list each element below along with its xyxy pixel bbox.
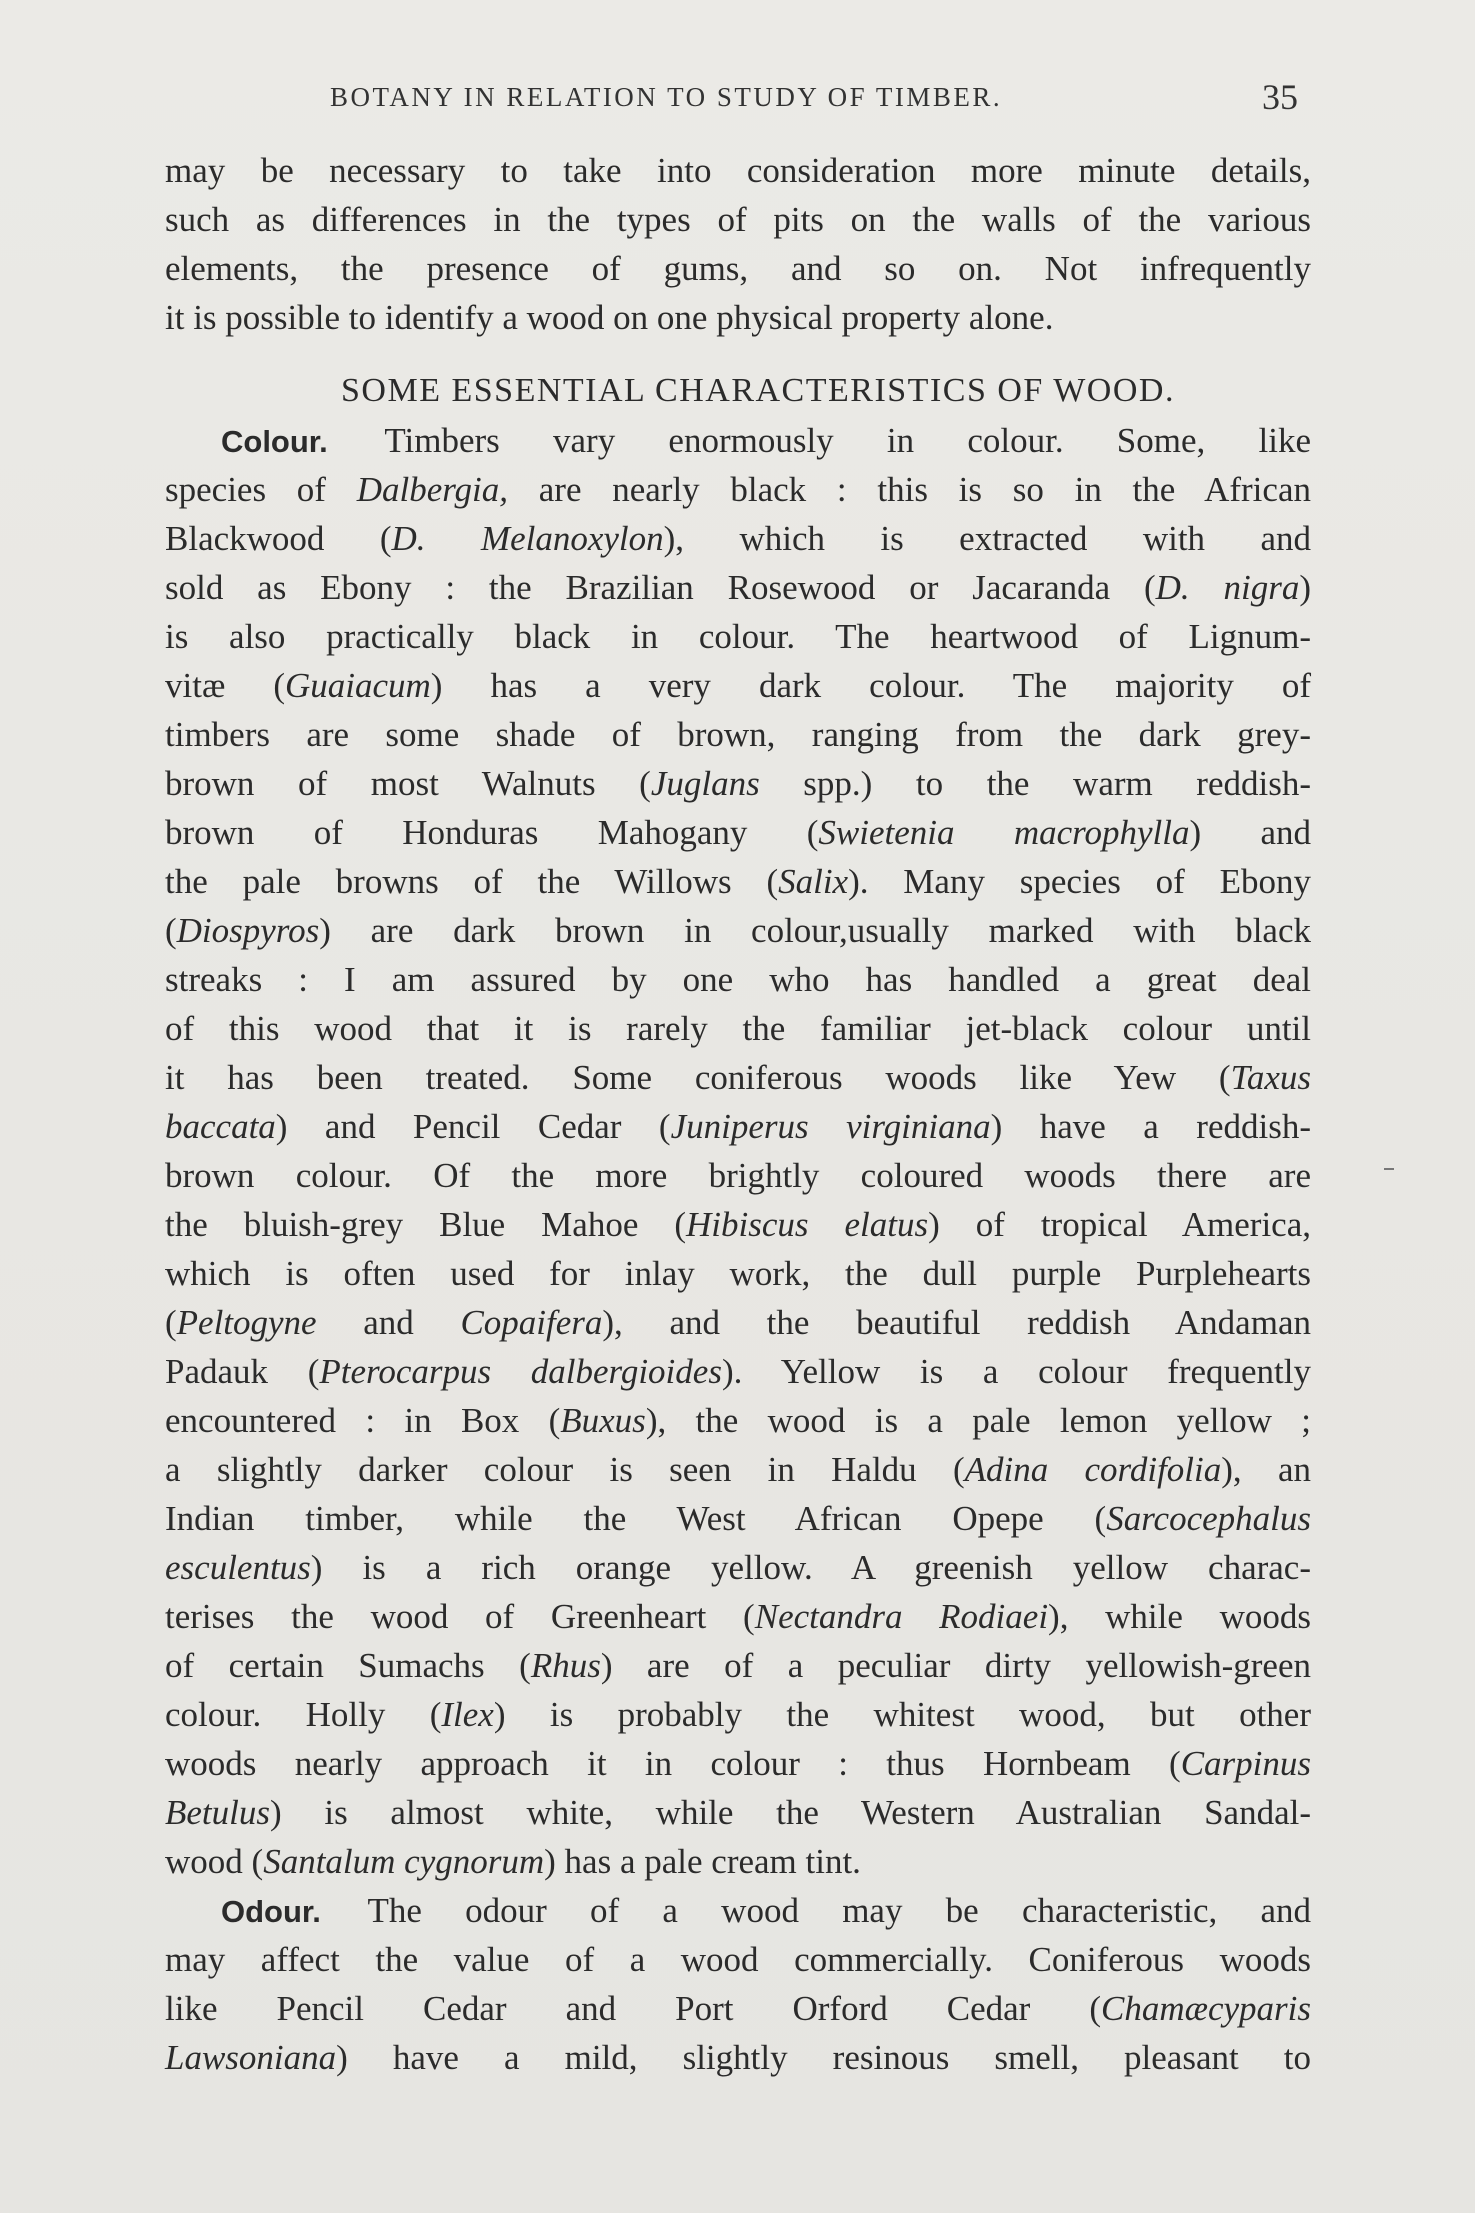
text-line: brown of most Walnuts (Juglans spp.) to the warm reddish- (165, 764, 1311, 803)
text-line: which is often used for inlay work, the dull purple Purplehearts (165, 1254, 1311, 1293)
text-line: Blackwood (D. Melanoxylon), which is extracted with and (165, 519, 1311, 558)
section-heading: SOME ESSENTIAL CHARACTERISTICS OF WOOD. (341, 372, 1175, 409)
text-line: of this wood that it is rarely the familiar jet-black colour until (165, 1009, 1311, 1048)
text-line: colour. Holly (Ilex) is probably the whitest wood, but other (165, 1695, 1311, 1734)
text-line: Odour. The odour of a wood may be characteristic, and (221, 1891, 1311, 1930)
text-line: streaks : I am assured by one who has handled a great deal (165, 960, 1311, 999)
text-line: timbers are some shade of brown, ranging from the dark grey- (165, 715, 1311, 754)
text-line: woods nearly approach it in colour : thus Hornbeam (Carpinus (165, 1744, 1311, 1783)
text-line: the pale browns of the Willows (Salix). Many species of Ebony (165, 862, 1311, 901)
text-line: may be necessary to take into consideration more minute details, (165, 151, 1311, 190)
text-line: elements, the presence of gums, and so on. Not infrequently (165, 249, 1311, 288)
text-line: sold as Ebony : the Brazilian Rosewood or Jacaranda (D. nigra) (165, 568, 1311, 607)
text-line: brown colour. Of the more brightly coloured woods there are (165, 1156, 1311, 1195)
text-line: Lawsoniana) have a mild, slightly resinous smell, pleasant to (165, 2038, 1311, 2077)
margin-mark (1384, 1168, 1394, 1170)
text-line: like Pencil Cedar and Port Orford Cedar (Chamæcyparis (165, 1989, 1311, 2028)
colour-heading: Colour. (221, 424, 328, 459)
text-line: encountered : in Box (Buxus), the wood is a pale lemon yellow ; (165, 1401, 1311, 1440)
text-line: a slightly darker colour is seen in Haldu (Adina cordifolia), an (165, 1450, 1311, 1489)
running-head (0, 76, 1475, 116)
text-line: terises the wood of Greenheart (Nectandra Rodiaei), while woods (165, 1597, 1312, 1636)
text-line: vitæ (Guaiacum) has a very dark colour. The majority of (165, 666, 1312, 705)
text-line: esculentus) is a rich orange yellow. A greenish yellow charac- (165, 1548, 1311, 1587)
text-line: Padauk (Pterocarpus dalbergioides). Yellow is a colour frequently (165, 1352, 1312, 1391)
text-line: it has been treated. Some coniferous woods like Yew (Taxus (165, 1058, 1311, 1097)
odour-heading: Odour. (221, 1894, 321, 1929)
text-line: (Peltogyne and Copaifera), and the beautiful reddish Andaman (165, 1303, 1311, 1342)
text-line: it is possible to identify a wood on one physical property alone. (165, 298, 1054, 337)
text-line: may affect the value of a wood commercially. Coniferous woods (165, 1940, 1311, 1979)
page-number: 35 (1262, 77, 1298, 117)
text-line: species of Dalbergia, are nearly black : this is so in the African (165, 470, 1311, 509)
text-line: brown of Honduras Mahogany (Swietenia macrophylla) and (165, 813, 1311, 852)
running-title: BOTANY IN RELATION TO STUDY OF TIMBER. (330, 82, 1003, 112)
text-line: Colour. Timbers vary enormously in colour. Some, like (221, 421, 1311, 460)
text-line: Betulus) is almost white, while the Western Australian Sandal- (165, 1793, 1311, 1832)
text-line: baccata) and Pencil Cedar (Juniperus virginiana) have a reddish- (165, 1107, 1311, 1146)
body-text (165, 146, 1311, 2082)
text-line: Indian timber, while the West African Opepe (Sarcocephalus (165, 1499, 1311, 1538)
text-line: such as differences in the types of pits on the walls of the various (165, 200, 1311, 239)
text-line: is also practically black in colour. The heartwood of Lignum- (165, 617, 1311, 656)
text-line: of certain Sumachs (Rhus) are of a peculiar dirty yellowish-green (165, 1646, 1311, 1685)
text-line: the bluish-grey Blue Mahoe (Hibiscus elatus) of tropical America, (165, 1205, 1311, 1244)
text-line: (Diospyros) are dark brown in colour,usually marked with black (165, 911, 1311, 950)
text-line: wood (Santalum cygnorum) has a pale cream tint. (165, 1842, 861, 1881)
